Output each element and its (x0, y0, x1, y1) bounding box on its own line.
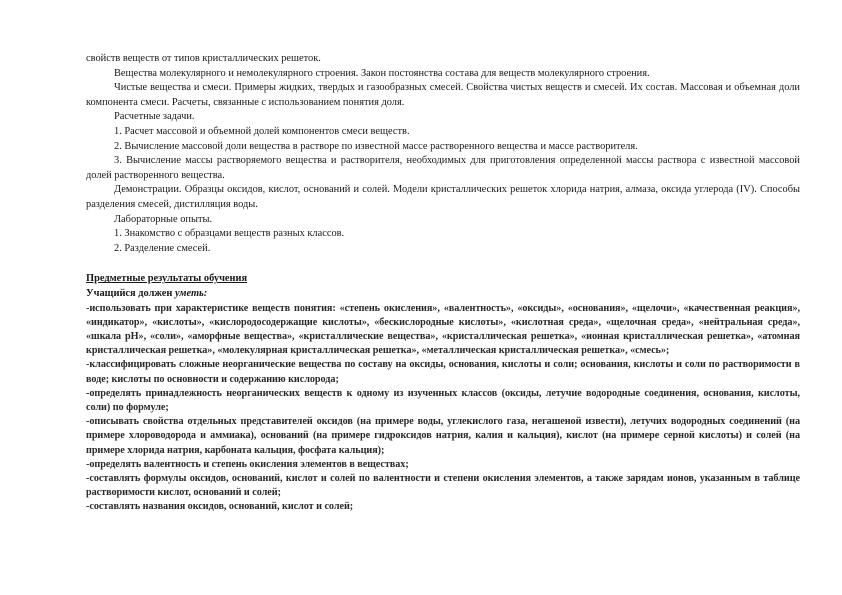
lab-experiments-title: Лабораторные опыты. (114, 213, 213, 225)
results-subheading (86, 287, 800, 302)
section-spacer (86, 256, 800, 272)
calc-tasks-title: Расчетные задачи. (114, 111, 195, 123)
subheading-emphasis: уметь: (175, 287, 208, 299)
result-item-valence: -определять валентность и степень окисления элементов в веществах; (86, 458, 409, 470)
result-item-describe: -описывать свойства отдельных представителей оксидов (на примере воды, углекислого газа, негашеной извести), летучих водородных соединений (на примере хлороводорода и аммиака), оснований (на примере гидроксидов натрия, калия и кальция), кислот (на примере серной кислоты) и солей (на примере хлорида натрия, карбоната кальция, фосфата кальция); (86, 416, 800, 456)
document-page (86, 52, 800, 515)
calc-task-3: 3. Вычисление массы растворяемого вещества и растворителя, необходимых для приготовления определенной массы раствора с известной массовой долей растворенного вещества. (86, 155, 800, 181)
calc-task-1: 1. Расчет массовой и объемной долей компонентов смеси веществ. (114, 125, 410, 137)
calc-task-2: 2. Вычисление массовой доли вещества в растворе по известной массе растворенного вещества и массе растворителя. (114, 140, 638, 152)
lab-experiment-1: 1. Знакомство с образцами веществ разных классов. (114, 228, 345, 240)
demonstrations: Демонстрации. Образцы оксидов, кислот, оснований и солей. Модели кристаллических решеток хлорида натрия, алмаза, оксида углерода (IV). Способы разделения смесей, дистилляция воды. (86, 184, 800, 210)
result-item-formulas: -составлять формулы оксидов, оснований, кислот и солей по валентности и степени окисления элементов, а также зарядам ионов, указанным в таблице растворимости кислот, оснований и солей; (86, 472, 800, 499)
result-item-determine-class: -определять принадлежность неорганических веществ к одному из изученных классов (оксиды, летучие водородные соединения, основания, кислоты, соли) по формуле; (86, 387, 800, 413)
paragraph-molecular-structure: Вещества молекулярного и немолекулярного строения. Закон постоянства состава для веществ молекулярного строения. (114, 67, 650, 79)
text-line-1: свойств веществ от типов кристаллических решеток. (86, 53, 321, 64)
result-item-classify: -классифицировать сложные неорганические вещества по составу на оксиды, основания, кислоты и соли; основания, кислоты и соли по растворимости в воде; кислоты по основности и содержанию кислорода; (86, 359, 800, 385)
results-heading: Предметные результаты обучения (86, 273, 248, 285)
lab-experiment-2: 2. Разделение смесей. (114, 242, 211, 254)
result-item-concepts: -использовать при характеристике веществ понятия: «степень окисления», «валентность», «оксиды», «основания», «щелочи», «качественная реакция», «индикатор», «кислоты», «кислородосодержащие кислоты», «бескислородные кислоты», «кислотная среда», «щелочная среда», «нейтральная среда», «шкала рН», «соли», «аморфные вещества», «кристаллические вещества», «кристаллическая решетка», «ионная кристаллическая решетка», «атомная кристаллическая решетка», «молекулярная кристаллическая решетка», «металлическая кристаллическая решетка», «смесь»; (86, 302, 800, 357)
result-item-names: -составлять названия оксидов, оснований, кислот и солей; (86, 501, 354, 513)
paragraph-pure-substances: Чистые вещества и смеси. Примеры жидких, твердых и газообразных смесей. Свойства чистых веществ и смесей. Их состав. Массовая и объемная доли компонента смеси. Расчеты, связанные с использованием понятия доля. (86, 82, 800, 108)
subheading-prefix: Учащийся должен (86, 287, 175, 299)
